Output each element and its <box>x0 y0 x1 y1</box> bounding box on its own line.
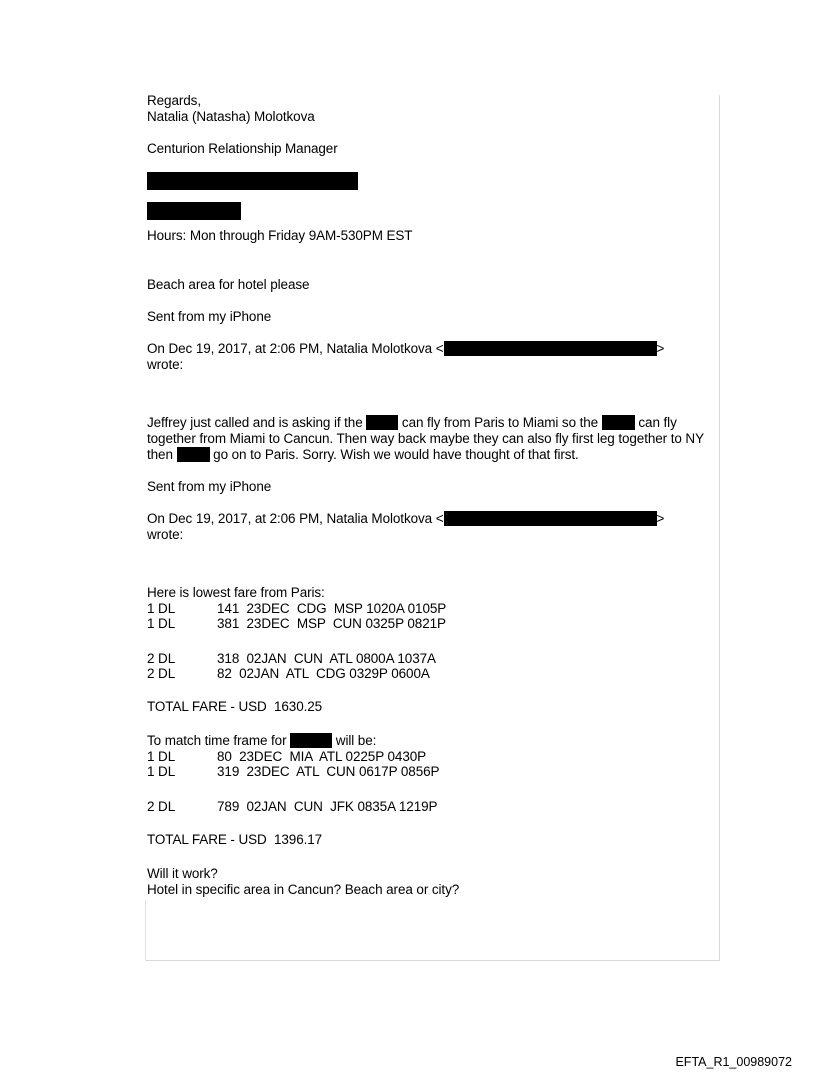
sent-from-iphone: Sent from my iPhone <box>147 309 272 324</box>
redaction-bar <box>147 172 358 190</box>
redaction-bar <box>290 733 332 748</box>
redaction-bar <box>366 415 398 430</box>
closing-text: Regards, <box>147 93 201 108</box>
sent-from-iphone: Sent from my iPhone <box>147 479 272 494</box>
question-text: Will it work? <box>147 866 218 881</box>
office-hours: Hours: Mon through Friday 9AM-530PM EST <box>147 228 413 243</box>
quote-wrote: wrote: <box>147 527 184 542</box>
total-fare: TOTAL FARE - USD 1396.17 <box>147 832 323 847</box>
quoted-message-body: Jeffrey just called and is asking if the can fly from Paris to Miami so the can fly together from Miami to Cancun. Then way back maybe they can also fly first leg together to NY then go on to Paris. Sorry. Wish we would have thought of that first. <box>147 415 704 462</box>
flight-row: 1 DL 141 23DEC CDG MSP 1020A 0105P <box>147 601 447 616</box>
frame-left-edge <box>145 900 146 961</box>
redaction-bar <box>444 341 657 356</box>
sender-title: Centurion Relationship Manager <box>147 141 338 156</box>
question-text: Hotel in specific area in Cancun? Beach area or city? <box>147 882 460 897</box>
flight-row: 1 DL 80 23DEC MIA ATL 0225P 0430P <box>147 749 427 764</box>
redaction-bar <box>147 202 241 220</box>
total-fare: TOTAL FARE - USD 1630.25 <box>147 699 323 714</box>
flight-row: 1 DL 319 23DEC ATL CUN 0617P 0856P <box>147 764 440 779</box>
match-timeframe-text: To match time frame for will be: <box>147 733 377 748</box>
flight-row: 2 DL 789 02JAN CUN JFK 0835A 1219P <box>147 799 438 814</box>
redaction-bar <box>177 447 210 462</box>
flight-row: 2 DL 318 02JAN CUN ATL 0800A 1037A <box>147 651 436 666</box>
flight-row: 2 DL 82 02JAN ATL CDG 0329P 0600A <box>147 666 430 681</box>
paris-fare-intro: Here is lowest fare from Paris: <box>147 585 325 600</box>
flight-row: 1 DL 381 23DEC MSP CUN 0325P 0821P <box>147 616 446 631</box>
redaction-bar <box>602 415 635 430</box>
sender-name: Natalia (Natasha) Molotkova <box>147 109 315 124</box>
bates-number: EFTA_R1_00989072 <box>675 1055 792 1069</box>
quote-header: On Dec 19, 2017, at 2:06 PM, Natalia Molotkova < > <box>147 341 665 356</box>
email-document <box>147 93 717 898</box>
quote-wrote: wrote: <box>147 357 184 372</box>
message-body: Beach area for hotel please <box>147 277 310 292</box>
quote-header: On Dec 19, 2017, at 2:06 PM, Natalia Molotkova < > <box>147 511 665 526</box>
redaction-bar <box>444 511 657 526</box>
